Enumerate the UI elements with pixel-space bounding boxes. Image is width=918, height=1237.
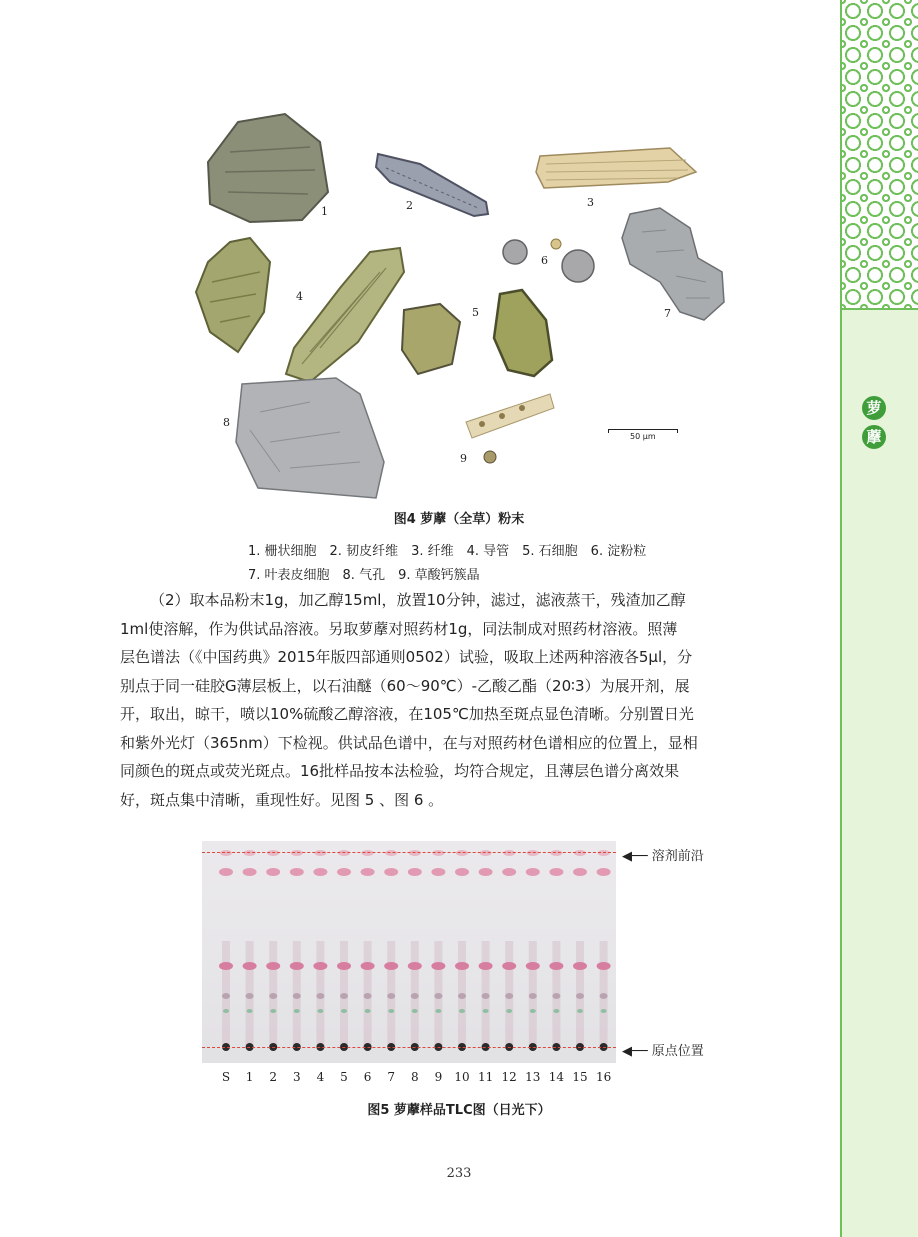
- tlc-spot: [600, 993, 608, 999]
- tlc-lane-label: 13: [525, 1070, 541, 1084]
- tlc-lane-label: 16: [595, 1070, 612, 1084]
- particle-label-4: 4: [296, 290, 303, 303]
- tlc-spot: [388, 1009, 394, 1013]
- tlc-plate: [202, 841, 616, 1063]
- tlc-lane-label: 12: [501, 1070, 517, 1084]
- tlc-spot: [385, 850, 397, 856]
- paragraph-line: 和紫外光灯（365nm）下检视。供试品色谱中，在与对照药材色谱相应的位置上，显相: [120, 733, 698, 752]
- paragraph-line: 开，取出，晾干，喷以10%硫酸乙醇溶液，在105℃加热至斑点显色清晰。分别置日光: [120, 705, 694, 723]
- tlc-lane: [597, 850, 611, 1051]
- particle-label-8: 8: [223, 416, 230, 429]
- particle-label-6: 6: [541, 254, 548, 267]
- tlc-spot: [576, 993, 584, 999]
- tlc-lane: [573, 850, 587, 1051]
- tlc-spot: [223, 1009, 229, 1013]
- tlc-spot: [505, 993, 513, 999]
- tlc-spot: [483, 1009, 489, 1013]
- tlc-spot: [431, 962, 445, 970]
- particle-vessel-small: [196, 238, 270, 352]
- tlc-spot: [270, 1009, 276, 1013]
- tlc-lane: [549, 850, 563, 1051]
- tlc-spot: [361, 868, 375, 876]
- tlc-spot: [341, 1009, 347, 1013]
- tlc-spot: [266, 868, 280, 876]
- tlc-spot: [291, 850, 303, 856]
- solvent-front-line: [202, 852, 616, 853]
- particle-label-5: 5: [472, 306, 479, 319]
- tlc-spot: [482, 993, 490, 999]
- tlc-spot: [290, 962, 304, 970]
- tlc-lane: [526, 850, 540, 1051]
- particle-calcium-oxalate: [466, 394, 554, 463]
- tlc-spot: [573, 868, 587, 876]
- tlc-lane-label: 2: [269, 1070, 277, 1084]
- tlc-spot: [527, 850, 539, 856]
- figure4-legend-line-1: 1. 栅状细胞 2. 韧皮纤维 3. 纤维 4. 导管 5. 石细胞 6. 淀粉粒: [248, 544, 647, 559]
- tlc-lane: [290, 850, 304, 1051]
- tlc-spot: [597, 962, 611, 970]
- tlc-spot: [290, 868, 304, 876]
- tlc-spot: [577, 1009, 583, 1013]
- tlc-spot: [458, 993, 466, 999]
- figure5-caption: 图5 萝藦样品TLC图（日光下）: [367, 1103, 551, 1118]
- tlc-spot: [549, 962, 563, 970]
- tlc-lane-label: 8: [410, 1070, 419, 1084]
- tlc-spot: [313, 868, 327, 876]
- tlc-spot: [246, 993, 254, 999]
- paragraph-line: 同颜色的斑点或荧光斑点。16批样品按本法检验，均符合规定，且薄层色谱分离效果: [120, 762, 680, 780]
- tlc-lane-label: 1: [245, 1070, 254, 1084]
- origin-line: [202, 1047, 616, 1048]
- tlc-spot: [411, 993, 419, 999]
- tlc-spot: [364, 993, 372, 999]
- page-number: 233: [446, 1166, 472, 1181]
- arrow-left-icon: ◀──: [622, 849, 648, 864]
- tlc-spot: [222, 993, 230, 999]
- tlc-lane-label: 9: [434, 1070, 443, 1084]
- side-tab-char-1: 萝: [862, 396, 886, 420]
- tlc-lane-label: 4: [316, 1070, 325, 1084]
- tlc-spot: [219, 962, 233, 970]
- tlc-spots: [202, 841, 616, 1063]
- tlc-lane-label: 14: [548, 1070, 565, 1084]
- arrow-left-icon: ◀──: [622, 1044, 648, 1059]
- tlc-lane: [455, 850, 469, 1051]
- tlc-spot: [574, 850, 586, 856]
- tlc-spot: [408, 962, 422, 970]
- paragraph-line: 别点于同一硅胶G薄层板上，以石油醚（60～90℃）-乙酸乙酯（20∶3）为展开剂，展: [120, 676, 690, 695]
- tlc-lane-label: 7: [387, 1070, 395, 1084]
- tlc-spot: [293, 993, 301, 999]
- tlc-lane: [266, 850, 280, 1051]
- tlc-spot: [387, 993, 395, 999]
- particle-label-3: 3: [587, 196, 594, 209]
- tlc-spot: [384, 962, 398, 970]
- solvent-front-label: 溶剂前沿: [651, 849, 704, 864]
- tlc-spot: [526, 868, 540, 876]
- tlc-spot: [550, 850, 562, 856]
- tlc-spot: [247, 1009, 253, 1013]
- tlc-spot: [549, 868, 563, 876]
- tlc-spot: [432, 850, 444, 856]
- tlc-spot: [435, 1009, 441, 1013]
- tlc-spot: [480, 850, 492, 856]
- tlc-lane-label: 10: [454, 1070, 470, 1084]
- tlc-spot: [361, 962, 375, 970]
- tlc-spot: [502, 962, 516, 970]
- particle-leaf-epidermis: [622, 208, 724, 320]
- tlc-lane-label: 3: [292, 1070, 301, 1084]
- paragraph-line: 1ml使溶解，作为供试品溶液。另取萝藦对照药材1g，同法制成对照药材溶液。照薄: [120, 619, 678, 638]
- tlc-spot: [506, 1009, 512, 1013]
- tlc-spot: [384, 868, 398, 876]
- tlc-spot: [266, 962, 280, 970]
- particle-label-7: 7: [664, 307, 671, 320]
- tlc-lane-label: 11: [477, 1070, 494, 1084]
- tlc-lane: [431, 850, 445, 1051]
- particle-label-9: 9: [460, 452, 467, 465]
- tlc-spot: [269, 993, 277, 999]
- particle-stomata: [236, 378, 384, 498]
- tlc-spot: [456, 850, 468, 856]
- tlc-spot: [530, 1009, 536, 1013]
- tlc-spot: [219, 868, 233, 876]
- particle-palisade-cells: [208, 114, 328, 222]
- paragraph-line: 好，斑点集中清晰，重现性好。见图 5 、图 6 。: [120, 790, 444, 809]
- tlc-spot: [598, 850, 610, 856]
- tlc-spot: [314, 850, 326, 856]
- tlc-spot: [597, 868, 611, 876]
- tlc-spot: [552, 993, 560, 999]
- tlc-spot: [340, 993, 348, 999]
- tlc-spot: [408, 868, 422, 876]
- particle-vessel-large: [286, 248, 404, 382]
- tlc-spot: [243, 868, 257, 876]
- tlc-spot: [431, 868, 445, 876]
- particle-label-1: 1: [321, 205, 328, 218]
- tlc-lane: [384, 850, 398, 1051]
- tlc-lane: [243, 850, 257, 1051]
- tlc-spot: [267, 850, 279, 856]
- origin-label: 原点位置: [651, 1044, 704, 1059]
- origin-annotation: [622, 1040, 704, 1059]
- body-paragraph: [120, 586, 800, 814]
- tlc-spot: [434, 993, 442, 999]
- tlc-spot: [459, 1009, 465, 1013]
- figure4-caption: 图4 萝藦（全草）粉末: [393, 512, 525, 527]
- figure4-legend-line-2: 7. 叶表皮细胞 8. 气孔 9. 草酸钙簇晶: [248, 568, 480, 583]
- tlc-spot: [601, 1009, 607, 1013]
- figure4-micrographs: [190, 112, 730, 507]
- tlc-spot: [316, 993, 324, 999]
- scale-bar-label: 50 μm: [630, 432, 656, 441]
- paragraph-line: （2）取本品粉末1g，加乙醇15ml，放置10分钟，滤过，滤液蒸干，残渣加乙醇: [150, 591, 686, 609]
- tlc-spot: [365, 1009, 371, 1013]
- tlc-spot: [317, 1009, 323, 1013]
- tlc-spot: [362, 850, 374, 856]
- tlc-lane: [361, 850, 375, 1051]
- solvent-front-annotation: [622, 845, 704, 864]
- tlc-lane-label: 5: [340, 1070, 348, 1084]
- tlc-lane: [502, 850, 516, 1051]
- tlc-spot: [409, 850, 421, 856]
- tlc-spot: [337, 962, 351, 970]
- tlc-lane: [408, 850, 422, 1051]
- tlc-lane: [219, 850, 233, 1051]
- tlc-spot: [294, 1009, 300, 1013]
- tlc-spot: [503, 850, 515, 856]
- particle-phloem-fiber: [376, 154, 488, 216]
- tlc-spot: [455, 868, 469, 876]
- tlc-spot: [412, 1009, 418, 1013]
- tlc-lane-label: 15: [572, 1070, 588, 1084]
- tlc-spot: [573, 962, 587, 970]
- particle-starch-grains: [503, 239, 594, 282]
- side-tab-pattern: [840, 0, 918, 308]
- tlc-spot: [244, 850, 256, 856]
- tlc-spot: [479, 868, 493, 876]
- tlc-spot: [455, 962, 469, 970]
- tlc-spot: [529, 993, 537, 999]
- tlc-spot: [479, 962, 493, 970]
- tlc-lane: [337, 850, 351, 1051]
- tlc-spot: [220, 850, 232, 856]
- tlc-spot: [338, 850, 350, 856]
- tlc-lane-label: S: [221, 1070, 231, 1084]
- tlc-lane: [479, 850, 493, 1051]
- side-tab-char-2: 藦: [862, 425, 886, 449]
- tlc-lane: [313, 850, 327, 1051]
- tlc-spot: [337, 868, 351, 876]
- tlc-spot: [243, 962, 257, 970]
- tlc-spot: [502, 868, 516, 876]
- tlc-spot: [526, 962, 540, 970]
- tlc-spot: [313, 962, 327, 970]
- particle-stone-cell-a: [402, 304, 460, 374]
- tlc-spot: [553, 1009, 559, 1013]
- paragraph-line: 层色谱法（《中国药典》2015年版四部通则0502）试验，吸取上述两种溶液各5μl，分: [120, 648, 693, 666]
- particle-label-2: 2: [406, 199, 413, 212]
- tlc-lane-label: 6: [363, 1070, 372, 1084]
- particle-fiber: [536, 148, 696, 188]
- particle-stone-cell-b: [494, 290, 552, 376]
